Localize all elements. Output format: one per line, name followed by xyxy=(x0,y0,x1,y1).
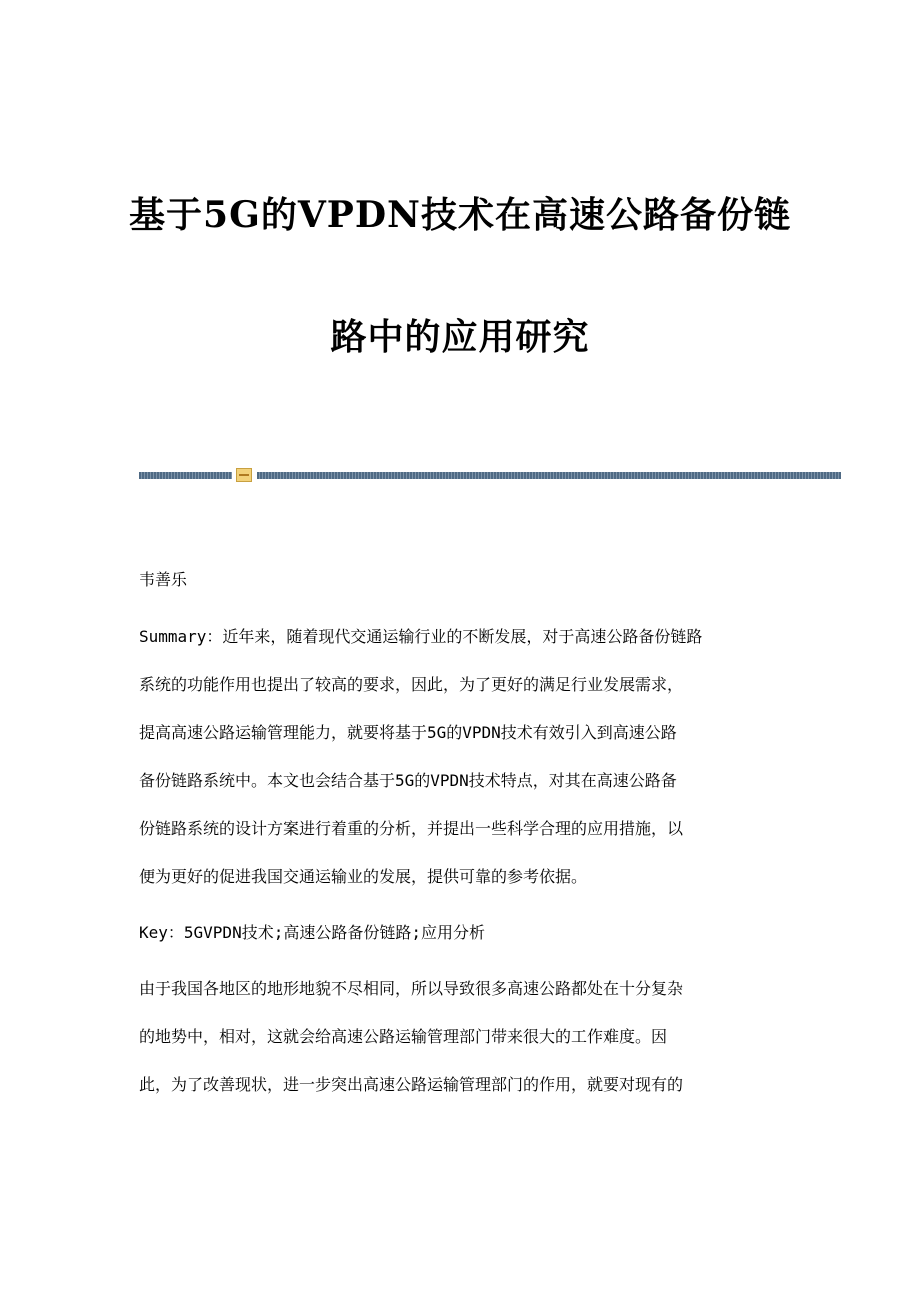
summary-line: Summary：近年来，随着现代交通运输行业的不断发展，对于高速公路备份链路 xyxy=(139,627,703,646)
body-paragraph-line: 的地势中，相对，这就会给高速公路运输管理部门带来很大的工作难度。因 xyxy=(139,1027,668,1046)
summary-line: 备份链路系统中。本文也会结合基于5G的VPDN技术特点，对其在高速公路备 xyxy=(139,771,677,790)
title-divider xyxy=(139,468,841,482)
document-title-line-1: 基于5G的VPDN技术在高速公路备份链 xyxy=(129,194,791,236)
document-title-line-2: 路中的应用研究 xyxy=(330,316,590,358)
divider-bar-left xyxy=(139,472,232,479)
summary-line: 份链路系统的设计方案进行着重的分析，并提出一些科学合理的应用措施，以 xyxy=(139,819,684,838)
body-paragraph-line: 由于我国各地区的地形地貌不尽相同，所以导致很多高速公路都处在十分复杂 xyxy=(139,979,684,998)
envelope-icon xyxy=(236,468,252,482)
keywords: Key：5GVPDN技术;高速公路备份链路;应用分析 xyxy=(139,923,485,942)
summary-line: 系统的功能作用也提出了较高的要求，因此，为了更好的满足行业发展需求， xyxy=(139,675,684,694)
author-name: 韦善乐 xyxy=(139,570,188,589)
body-paragraph-line: 此，为了改善现状，进一步突出高速公路运输管理部门的作用，就要对现有的 xyxy=(139,1075,684,1094)
summary-line: 便为更好的促进我国交通运输业的发展，提供可靠的参考依据。 xyxy=(139,867,588,886)
summary-line: 提高高速公路运输管理能力，就要将基于5G的VPDN技术有效引入到高速公路 xyxy=(139,723,677,742)
divider-bar-right xyxy=(257,472,841,479)
